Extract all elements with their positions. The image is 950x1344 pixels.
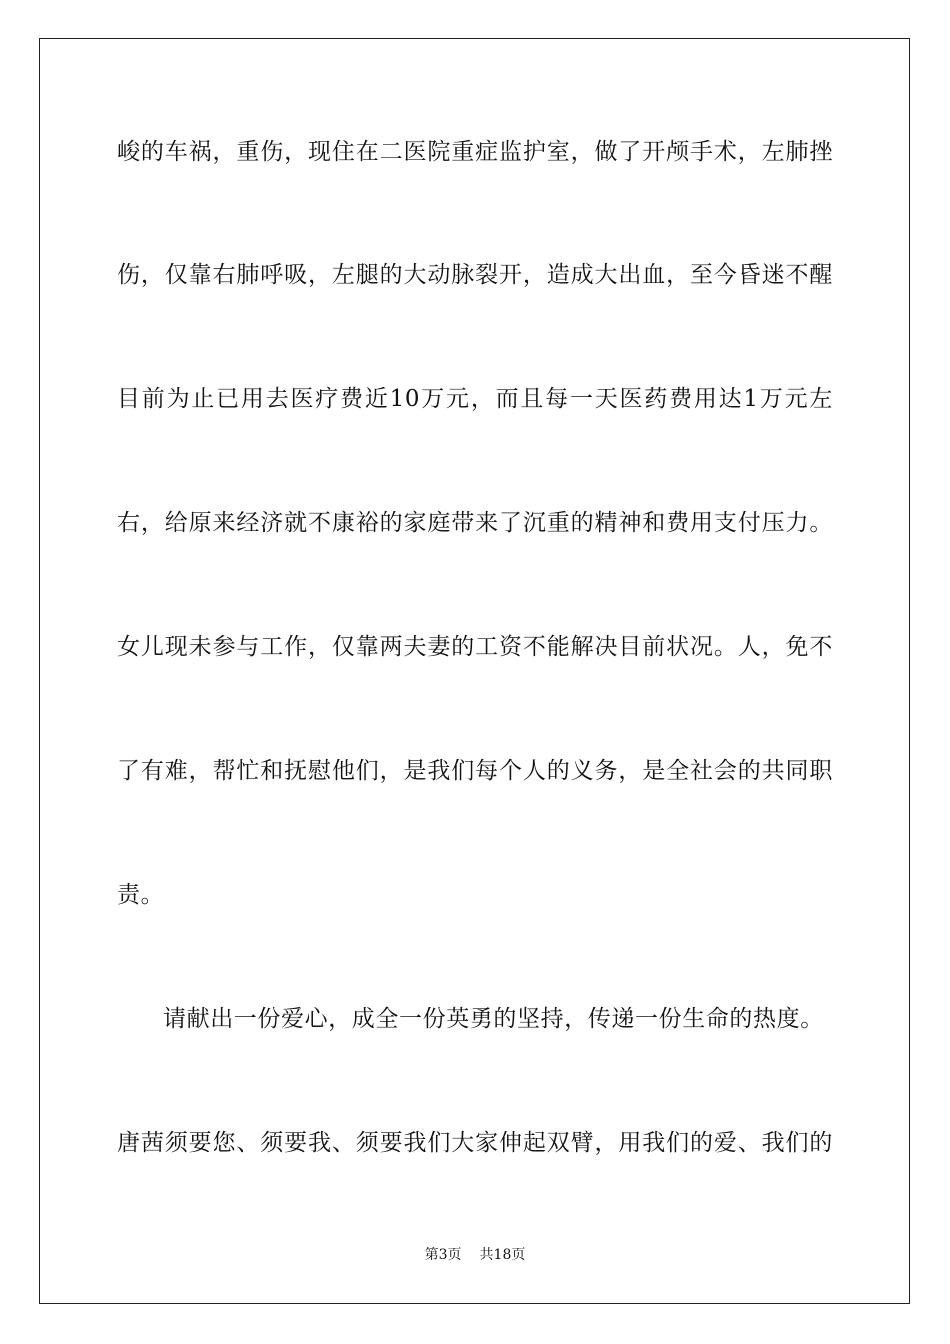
body-line-3: 目前为止已用去医疗费近10万元，而且每一天医药费用达1万元左: [117, 386, 833, 412]
body-line-6: 了有难，帮忙和抚慰他们，是我们每个人的义务，是全社会的共同职: [117, 758, 833, 784]
body-line-1: 峻的车祸，重伤，现住在二医院重症监护室，做了开颅手术，左肺挫: [117, 139, 833, 165]
page-footer: [0, 1246, 950, 1264]
page-total: 共18页: [479, 1247, 526, 1263]
body-line-2: 伤，仅靠右肺呼吸，左腿的大动脉裂开，造成大出血，至今昏迷不醒: [117, 262, 833, 288]
page-number: 第3页: [424, 1247, 462, 1263]
body-line-8-indented: 请献出一份爱心，成全一份英勇的坚持，传递一份生命的热度。: [163, 1006, 824, 1032]
body-line-5: 女儿现未参与工作，仅靠两夫妻的工资不能解决目前状况。人，免不: [117, 634, 833, 660]
body-line-4: 右，给原来经济就不康裕的家庭带来了沉重的精神和费用支付压力。: [117, 510, 833, 536]
body-line-9: 唐茜须要您、须要我、须要我们大家伸起双臂，用我们的爱、我们的: [117, 1130, 833, 1156]
body-line-7: 责。: [117, 882, 165, 908]
page-border: [39, 38, 910, 1304]
